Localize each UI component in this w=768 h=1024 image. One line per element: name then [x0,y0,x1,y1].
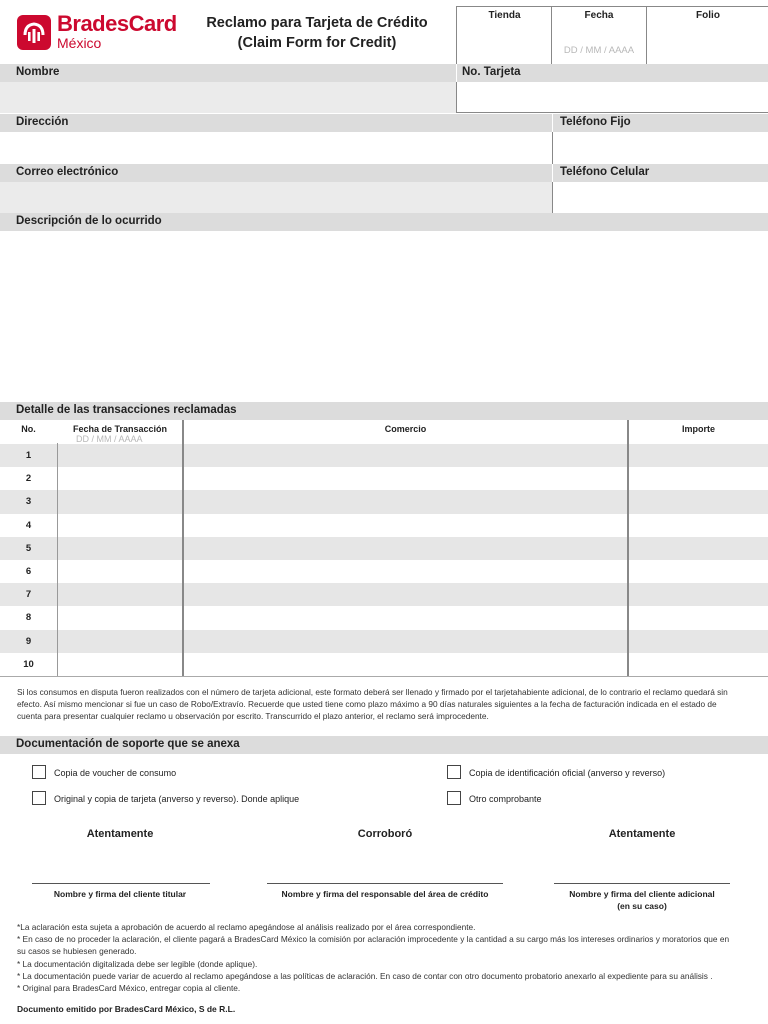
transactions-table [0,420,768,676]
brand-country: México [57,35,102,51]
checkbox-otro[interactable] [447,791,461,805]
table-row[interactable] [0,444,768,467]
footnote-2: * En caso de no proceder la aclaración, el cliente pagará a BradesCard México la comisión por aclaración improcedente y la cantidad a su cargo más los intereses ordinarios y moratorios que en su casos se hubiesen generado. [17,934,730,957]
col-importe-header: Importe [681,424,715,434]
issuer-note: Documento emitido por BradesCard México, S de R.L. [17,1004,236,1014]
footnote-5: * Original para BradesCard México, entregar copia al cliente. [17,983,241,993]
table-row[interactable] [0,514,768,537]
checkbox-otro-label: Otro comprobante [469,794,542,804]
sig-right-caption-2: (en su caso) [617,901,667,911]
transactions-title: Detalle de las transacciones reclamadas [0,402,768,420]
fecha-box[interactable] [552,7,647,64]
sig-right-line[interactable] [554,883,730,884]
form-title-line2: (Claim Form for Credit) [237,35,397,51]
row-number: 8 [25,612,32,624]
sig-mid-title: Corroboró [357,828,413,840]
fecha-placeholder: DD / MM / AAAA [563,45,635,56]
documentation-title: Documentación de soporte que se anexa [0,736,768,754]
table-row[interactable] [0,490,768,513]
sig-left-line[interactable] [32,883,210,884]
row-number: 3 [25,496,32,508]
sig-right-caption-1: Nombre y firma del cliente adicional [569,889,715,899]
col-fecha-placeholder: DD / MM / AAAA [76,434,143,444]
telefono-fijo-label: Teléfono Fijo [553,114,768,132]
col-comercio-header: Comercio [384,424,427,434]
checkbox-tarjeta[interactable] [32,791,46,805]
brand-logo [17,15,51,50]
row-number: 5 [25,542,32,554]
folio-box[interactable] [647,7,768,64]
telefono-celular-label: Teléfono Celular [553,164,768,182]
col-divider-2 [182,420,184,676]
sig-left-caption: Nombre y firma del cliente titular [53,889,187,899]
sig-right-title: Atentamente [608,828,676,840]
col-divider-3 [627,420,629,676]
table-row[interactable] [0,653,768,676]
correo-field[interactable] [0,182,552,213]
no-tarjeta-label: No. Tarjeta [457,64,768,82]
row-number: 1 [25,450,32,461]
form-title-line1: Reclamo para Tarjeta de Crédito [206,15,428,31]
table-row[interactable] [0,537,768,560]
correo-label: Correo electrónico [0,164,552,182]
table-row[interactable] [0,606,768,629]
table-row[interactable] [0,467,768,490]
sig-mid-caption: Nombre y firma del responsable del área de crédito [281,889,489,899]
col-no-header: No. [21,424,36,434]
tienda-label: Tienda [488,10,521,21]
row-number: 10 [23,658,34,670]
checkbox-tarjeta-label: Original y copia de tarjeta (anverso y reverso). Donde aplique [54,794,300,804]
table-bottom-rule [0,676,768,677]
direccion-field[interactable] [0,132,552,164]
footnote-4: * La documentación puede variar de acuerdo al reclamo apegándose a las políticas de aclaración. En caso de contar con otro documento probatorio anexarlo al expediente para su análisis . [17,971,713,981]
checkbox-identificacion-label: Copia de identificación oficial (anverso y reverso) [469,768,666,778]
checkbox-identificacion[interactable] [447,765,461,779]
sig-mid-line[interactable] [267,883,503,884]
fecha-label: Fecha [584,10,614,21]
row-number: 9 [25,635,32,647]
no-tarjeta-field[interactable] [456,82,768,113]
descripcion-field[interactable] [0,231,768,402]
table-row[interactable] [0,583,768,606]
brand-name: BradesCard [57,11,177,36]
header-boxes [456,6,768,64]
row-number: 7 [25,589,32,601]
col-fecha-header: Fecha de Transacción [72,424,168,434]
table-row[interactable] [0,560,768,583]
folio-label: Folio [696,10,720,21]
row-number: 4 [25,519,32,531]
checkbox-voucher-label: Copia de voucher de consumo [54,768,177,778]
nombre-label: Nombre [0,64,456,82]
telefono-celular-field[interactable] [552,182,768,213]
table-row[interactable] [0,630,768,653]
footnote-1: *La aclaración esta sujeta a aprobación de acuerdo al reclamo apegándose al análisis realizado por el área correspondiente. [17,922,476,932]
nombre-field[interactable] [0,82,456,113]
telefono-fijo-field[interactable] [552,132,768,164]
descripcion-label: Descripción de lo ocurrido [0,213,768,231]
disclaimer-text: Si los consumos en disputa fueron realizados con el número de tarjeta adicional, este formato deberá ser llenado y firmado por el tarjetahabiente adicional, de lo contrario el reclamo quedará sin efecto. Así mismo mencionar si fue un caso de Robo/Extravío. Recuerde que usted tiene como plazo máximo a 90 días naturales siguientes a la fecha de facturación indicada en el estado de cuenta para presentar cualquier reclamo u observación por escrito. Transcurrido el plazo anterior, el reclamo será improcedente. [17,687,728,722]
bradesco-tree-icon [17,15,51,50]
row-number: 2 [25,473,32,485]
tienda-box[interactable] [457,7,552,64]
checkbox-voucher[interactable] [32,765,46,779]
footnote-3: * La documentación digitalizada debe ser legible (donde aplique). [17,959,258,969]
col-divider-1 [57,443,58,676]
direccion-label: Dirección [0,114,552,132]
sig-left-title: Atentamente [86,828,154,840]
row-number: 6 [25,566,32,577]
